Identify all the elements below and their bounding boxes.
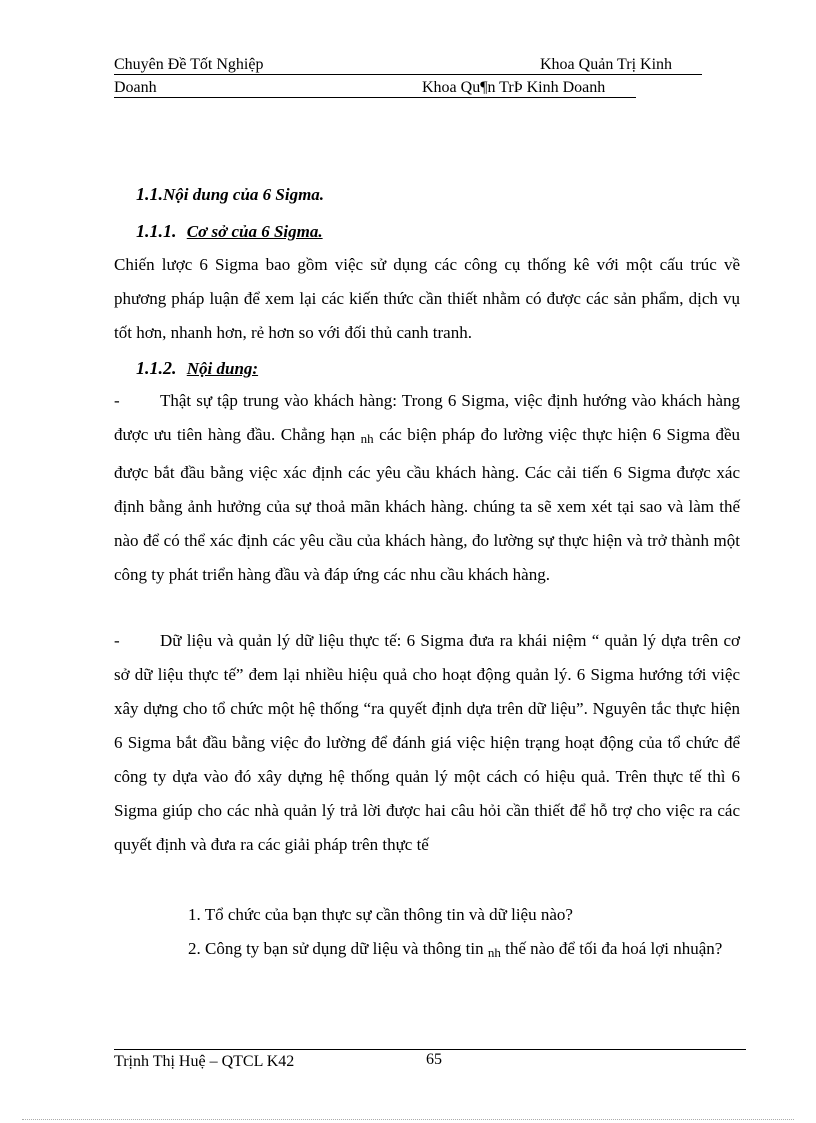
section-heading-1-1 (136, 184, 324, 205)
header-right-bottom: Khoa Qu¶n TrÞ Kinh Doanh (422, 79, 606, 96)
header-rule-bottom (114, 97, 636, 98)
header-rule-top (114, 74, 702, 75)
page-bottom-border (22, 1119, 794, 1120)
section-heading-1-1-1 (136, 221, 323, 242)
stray-glyph: nh (487, 945, 501, 960)
header-right-top: Khoa Quản Trị Kinh (540, 56, 673, 73)
section-title: Nội dung: (186, 359, 259, 378)
section-title: Nội dung của 6 Sigma. (163, 185, 325, 204)
footer-page-number: 65 (426, 1051, 442, 1068)
question-text: thế nào để tối đa hoá lợi nhuận? (505, 939, 723, 958)
header-left-bottom: Doanh (114, 79, 157, 96)
bullet-dash: - (114, 391, 120, 410)
section-heading-1-1-2 (136, 358, 258, 379)
section-number: 1.1.1. (136, 221, 177, 241)
paragraph-text: Thật sự tập trung vào khách hàng: Trong 6 Sigma, việc định hướng vào khách hàng được ưu tiên hàng đầu. Chẳng hạn (114, 391, 740, 444)
question-2 (188, 932, 740, 970)
footer-author: Trịnh Thị Huệ – QTCL K42 (114, 1053, 295, 1070)
paragraph-data-management (114, 624, 740, 862)
question-1: 1. Tổ chức của bạn thực sự cần thông tin và dữ liệu nào? (188, 905, 573, 924)
section-number: 1.1. (136, 184, 163, 204)
paragraph-text: Dữ liệu và quản lý dữ liệu thực tế: 6 Sigma đưa ra khái niệm “ quản lý dựa trên cơ sở dữ liệu thực tế” đem lại nhiều hiệu quả cho hoạt động quản lý. 6 Sigma hướng tới việc xây dựng cho tổ chức một hệ thống “ra quyết định dựa trên dữ liệu”. Nguyên tắc thực hiện 6 Sigma bắt đầu bằng việc đo lường để đánh giá việc hiện trạng hoạt động của tổ chức để công ty dựa vào đó xây dựng hệ thống quản lý một cách có hiệu quả. Trên thực tế thì 6 Sigma giúp cho các nhà quản lý trả lời được hai câu hỏi cần thiết để hỗ trợ cho việc ra các quyết định và đưa ra các giải pháp trên thực tế (114, 631, 740, 854)
paragraph-strategy: Chiến lược 6 Sigma bao gồm việc sử dụng các công cụ thống kê với một cấu trúc về phương pháp luận để xem lại các kiến thức cần thiết nhằm có được các sản phẩm, dịch vụ tốt hơn, nhanh hơn, rẻ hơn so với đối thủ canh tranh. (114, 255, 740, 342)
bullet-dash: - (114, 631, 120, 650)
footer-rule (114, 1049, 746, 1050)
section-title: Cơ sở của 6 Sigma. (186, 222, 323, 241)
paragraph-text: các biện pháp đo lường việc thực hiện 6 Sigma đều được bắt đầu bằng việc xác định các yêu cầu khách hàng. Các cải tiến 6 Sigma được xác định bằng ảnh hưởng của sự thoả mãn khách hàng. chúng ta sẽ xem xét tại sao và làm thế nào để có thể xác định các yêu cầu của khách hàng, đo lường sự thực hiện và trở thành một công ty phát triển hàng đầu và đáp ứng các nhu cầu khách hàng. (114, 425, 741, 584)
question-text: 2. Công ty bạn sử dụng dữ liệu và thông tin (188, 939, 484, 958)
section-number: 1.1.2. (136, 358, 177, 378)
stray-glyph: nh (360, 431, 374, 446)
header-left-top: Chuyên Đề Tốt Nghiệp (114, 56, 264, 73)
paragraph-customer-focus (114, 384, 740, 592)
